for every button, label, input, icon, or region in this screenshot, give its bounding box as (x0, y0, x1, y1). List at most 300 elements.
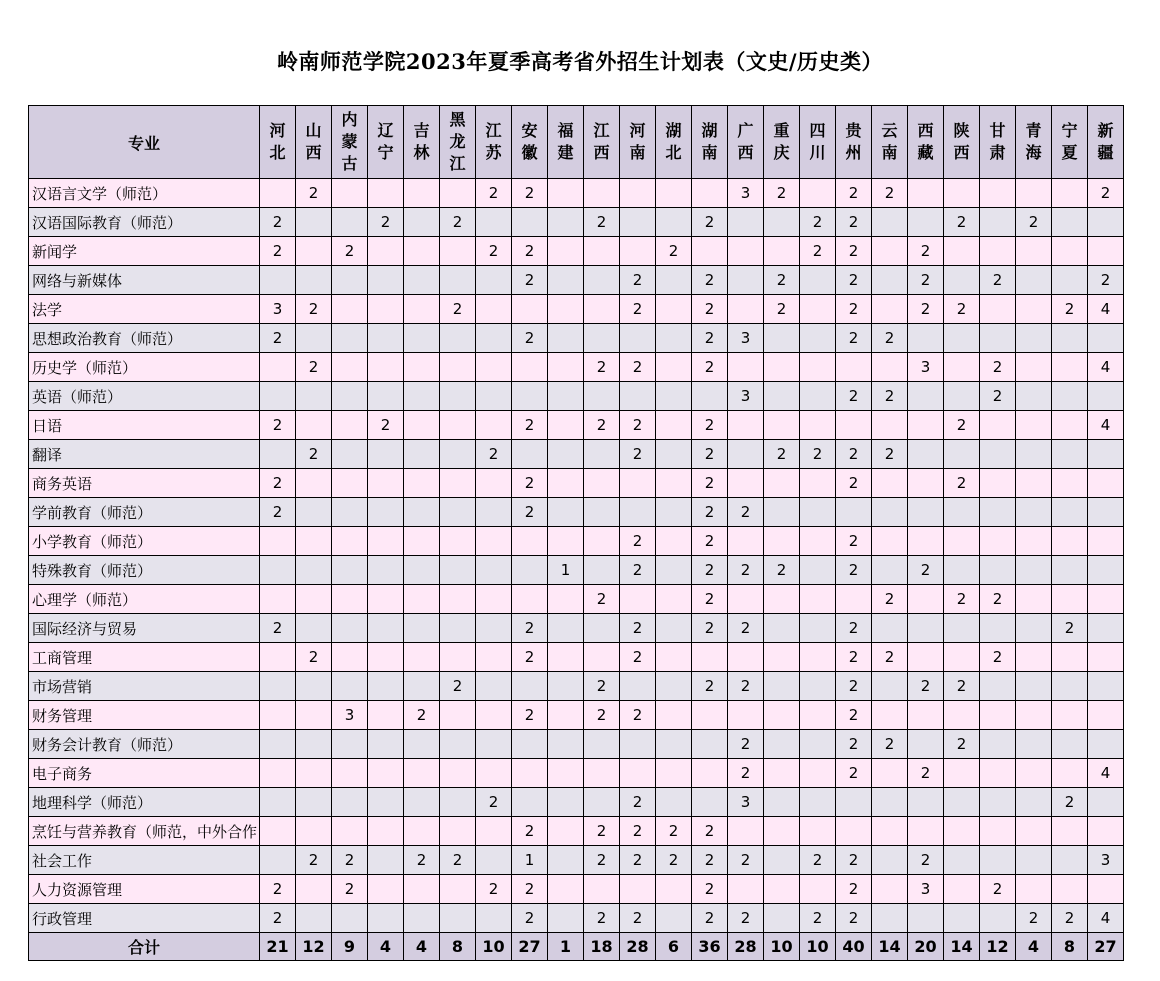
quota-cell (584, 875, 620, 904)
quota-cell (548, 266, 584, 295)
table-row (29, 875, 1124, 904)
quota-cell (548, 382, 584, 411)
quota-cell: 2 (296, 353, 332, 382)
table-row (29, 701, 1124, 730)
province-header: 湖 南 (692, 106, 728, 179)
quota-cell (404, 875, 440, 904)
major-name-cell: 历史学（师范） (29, 353, 260, 382)
quota-cell (872, 904, 908, 933)
quota-cell (692, 701, 728, 730)
quota-cell (872, 759, 908, 788)
quota-cell (1088, 237, 1124, 266)
quota-cell (368, 730, 404, 759)
quota-cell (584, 440, 620, 469)
quota-cell (440, 353, 476, 382)
quota-cell: 2 (800, 846, 836, 875)
quota-cell (620, 585, 656, 614)
quota-cell: 2 (764, 556, 800, 585)
quota-cell (296, 411, 332, 440)
quota-cell (440, 788, 476, 817)
quota-cell (1052, 527, 1088, 556)
quota-cell (872, 817, 908, 846)
quota-cell (332, 527, 368, 556)
quota-cell (296, 527, 332, 556)
quota-cell: 2 (584, 672, 620, 701)
quota-cell (368, 556, 404, 585)
quota-cell (296, 614, 332, 643)
quota-cell: 1 (512, 846, 548, 875)
quota-cell: 2 (692, 498, 728, 527)
major-name-cell: 汉语言文学（师范） (29, 179, 260, 208)
quota-cell (620, 179, 656, 208)
quota-cell: 2 (692, 469, 728, 498)
quota-cell (296, 817, 332, 846)
quota-cell (584, 730, 620, 759)
quota-cell (260, 846, 296, 875)
quota-cell (764, 498, 800, 527)
major-name-cell: 新闻学 (29, 237, 260, 266)
quota-cell (584, 324, 620, 353)
quota-cell: 2 (512, 614, 548, 643)
quota-cell: 2 (764, 295, 800, 324)
quota-cell (332, 266, 368, 295)
quota-cell (296, 875, 332, 904)
quota-cell (1016, 440, 1052, 469)
quota-cell (368, 295, 404, 324)
quota-cell: 2 (692, 585, 728, 614)
quota-cell: 2 (404, 701, 440, 730)
major-name-cell: 思想政治教育（师范） (29, 324, 260, 353)
quota-cell (476, 556, 512, 585)
quota-cell (584, 759, 620, 788)
quota-cell (332, 411, 368, 440)
table-row (29, 643, 1124, 672)
total-cell: 40 (836, 933, 872, 961)
quota-cell: 2 (800, 208, 836, 237)
quota-cell: 2 (692, 324, 728, 353)
quota-cell (404, 672, 440, 701)
quota-cell: 2 (692, 875, 728, 904)
quota-cell: 2 (872, 730, 908, 759)
quota-cell (944, 846, 980, 875)
table-row (29, 788, 1124, 817)
quota-cell (656, 527, 692, 556)
quota-cell: 2 (872, 179, 908, 208)
quota-cell: 2 (512, 179, 548, 208)
quota-cell (980, 440, 1016, 469)
quota-cell (512, 527, 548, 556)
quota-cell (656, 208, 692, 237)
province-header: 云 南 (872, 106, 908, 179)
quota-cell: 2 (836, 237, 872, 266)
quota-cell (980, 904, 1016, 933)
quota-cell (260, 266, 296, 295)
quota-cell: 2 (260, 614, 296, 643)
quota-cell (1088, 730, 1124, 759)
page-title: 岭南师范学院2023年夏季高考省外招生计划表（文史/历史类） (276, 49, 884, 74)
quota-cell (764, 817, 800, 846)
quota-cell: 2 (656, 817, 692, 846)
quota-cell (800, 759, 836, 788)
quota-cell (368, 817, 404, 846)
total-cell: 4 (1016, 933, 1052, 961)
quota-cell: 2 (512, 701, 548, 730)
quota-cell (836, 498, 872, 527)
enrollment-plan-table (28, 105, 1124, 961)
quota-cell: 2 (800, 237, 836, 266)
quota-cell: 2 (512, 817, 548, 846)
quota-cell: 2 (260, 324, 296, 353)
quota-cell (1088, 672, 1124, 701)
province-header: 江 西 (584, 106, 620, 179)
quota-cell (836, 788, 872, 817)
quota-cell: 4 (1088, 411, 1124, 440)
quota-cell (836, 585, 872, 614)
quota-cell (944, 179, 980, 208)
quota-cell (584, 295, 620, 324)
table-row (29, 295, 1124, 324)
quota-cell: 2 (1016, 208, 1052, 237)
table-row (29, 179, 1124, 208)
quota-cell (872, 295, 908, 324)
quota-cell (512, 759, 548, 788)
quota-cell: 2 (260, 904, 296, 933)
quota-cell (872, 846, 908, 875)
quota-cell: 2 (260, 411, 296, 440)
major-name-cell: 英语（师范） (29, 382, 260, 411)
table-row (29, 469, 1124, 498)
quota-cell: 2 (620, 266, 656, 295)
quota-cell (692, 643, 728, 672)
quota-cell: 1 (548, 556, 584, 585)
quota-cell (944, 498, 980, 527)
quota-cell (368, 498, 404, 527)
quota-cell (908, 208, 944, 237)
quota-cell (908, 904, 944, 933)
province-header: 新 疆 (1088, 106, 1124, 179)
quota-cell (764, 585, 800, 614)
quota-cell: 2 (836, 324, 872, 353)
quota-cell (620, 730, 656, 759)
major-name-cell: 翻译 (29, 440, 260, 469)
quota-cell (296, 556, 332, 585)
table-row (29, 498, 1124, 527)
quota-cell: 2 (584, 585, 620, 614)
quota-cell: 2 (332, 875, 368, 904)
quota-cell (980, 324, 1016, 353)
quota-cell: 2 (260, 875, 296, 904)
quota-cell: 2 (836, 556, 872, 585)
major-column-header: 专业 (29, 106, 260, 179)
quota-cell: 2 (800, 440, 836, 469)
quota-cell: 2 (944, 411, 980, 440)
quota-cell (872, 875, 908, 904)
quota-cell (944, 875, 980, 904)
major-name-cell: 财务会计教育（师范） (29, 730, 260, 759)
quota-cell (872, 411, 908, 440)
quota-cell (440, 469, 476, 498)
total-cell: 4 (368, 933, 404, 961)
quota-cell: 2 (440, 846, 476, 875)
quota-cell (944, 237, 980, 266)
quota-cell (1052, 556, 1088, 585)
major-name-cell: 财务管理 (29, 701, 260, 730)
quota-cell (620, 208, 656, 237)
quota-cell (656, 266, 692, 295)
quota-cell (368, 469, 404, 498)
quota-cell (512, 382, 548, 411)
major-name-cell: 特殊教育（师范） (29, 556, 260, 585)
quota-cell (476, 527, 512, 556)
major-name-cell: 日语 (29, 411, 260, 440)
quota-cell: 2 (584, 701, 620, 730)
quota-cell (296, 469, 332, 498)
total-cell: 28 (728, 933, 764, 961)
quota-cell: 2 (584, 353, 620, 382)
quota-cell (584, 469, 620, 498)
quota-cell (1016, 237, 1052, 266)
quota-cell: 3 (1088, 846, 1124, 875)
quota-cell (764, 643, 800, 672)
quota-cell (1088, 324, 1124, 353)
quota-cell (332, 585, 368, 614)
quota-cell (980, 411, 1016, 440)
quota-cell (476, 643, 512, 672)
quota-cell (1088, 498, 1124, 527)
quota-cell (440, 382, 476, 411)
quota-cell: 2 (1088, 266, 1124, 295)
quota-cell (1052, 382, 1088, 411)
quota-cell (548, 411, 584, 440)
quota-cell (260, 788, 296, 817)
major-name-cell: 地理科学（师范） (29, 788, 260, 817)
quota-cell (440, 614, 476, 643)
quota-cell: 4 (1088, 353, 1124, 382)
quota-cell (656, 585, 692, 614)
quota-cell: 2 (800, 904, 836, 933)
quota-cell (728, 701, 764, 730)
quota-cell (404, 382, 440, 411)
quota-cell (1016, 469, 1052, 498)
quota-cell (980, 527, 1016, 556)
quota-cell (440, 875, 476, 904)
quota-cell: 2 (908, 266, 944, 295)
quota-cell (260, 440, 296, 469)
quota-cell: 2 (836, 440, 872, 469)
quota-cell (404, 643, 440, 672)
quota-cell (728, 237, 764, 266)
quota-cell: 2 (656, 237, 692, 266)
quota-cell (764, 904, 800, 933)
quota-cell: 2 (1052, 904, 1088, 933)
quota-cell (548, 469, 584, 498)
quota-cell (440, 266, 476, 295)
table-row (29, 730, 1124, 759)
quota-cell (800, 672, 836, 701)
quota-cell: 2 (836, 469, 872, 498)
quota-cell (800, 353, 836, 382)
quota-cell: 2 (296, 295, 332, 324)
quota-cell (728, 440, 764, 469)
quota-cell (296, 498, 332, 527)
quota-cell: 3 (728, 788, 764, 817)
quota-cell (872, 353, 908, 382)
quota-cell (800, 585, 836, 614)
quota-cell (800, 614, 836, 643)
major-name-cell: 烹饪与营养教育（师范，中外合作 (29, 817, 260, 846)
quota-cell (1088, 556, 1124, 585)
quota-cell: 2 (620, 701, 656, 730)
quota-cell (944, 440, 980, 469)
quota-cell: 2 (620, 788, 656, 817)
province-header: 吉 林 (404, 106, 440, 179)
quota-cell (260, 759, 296, 788)
quota-cell (404, 295, 440, 324)
quota-cell (1052, 266, 1088, 295)
quota-cell (1016, 556, 1052, 585)
quota-cell: 2 (728, 759, 764, 788)
major-name-cell: 汉语国际教育（师范） (29, 208, 260, 237)
quota-cell (944, 353, 980, 382)
province-header: 甘 肃 (980, 106, 1016, 179)
quota-cell: 3 (908, 353, 944, 382)
quota-cell: 2 (692, 266, 728, 295)
total-cell: 27 (1088, 933, 1124, 961)
quota-cell (296, 788, 332, 817)
quota-cell: 2 (512, 643, 548, 672)
quota-cell (476, 411, 512, 440)
quota-cell (296, 730, 332, 759)
quota-cell (296, 759, 332, 788)
quota-cell: 2 (908, 672, 944, 701)
quota-cell (440, 643, 476, 672)
quota-cell (908, 440, 944, 469)
quota-cell: 2 (620, 527, 656, 556)
quota-cell (548, 585, 584, 614)
quota-cell (584, 527, 620, 556)
quota-cell (548, 527, 584, 556)
total-cell: 8 (1052, 933, 1088, 961)
quota-cell (584, 788, 620, 817)
quota-cell (476, 904, 512, 933)
quota-cell (620, 672, 656, 701)
quota-cell: 2 (296, 179, 332, 208)
province-header: 陕 西 (944, 106, 980, 179)
quota-cell (1016, 788, 1052, 817)
quota-cell: 2 (440, 672, 476, 701)
quota-cell (296, 701, 332, 730)
quota-cell (296, 585, 332, 614)
quota-cell: 2 (872, 324, 908, 353)
table-row (29, 237, 1124, 266)
quota-cell (980, 498, 1016, 527)
quota-cell (800, 324, 836, 353)
quota-cell: 2 (944, 730, 980, 759)
quota-cell (548, 295, 584, 324)
quota-cell: 4 (1088, 295, 1124, 324)
quota-cell (404, 179, 440, 208)
quota-cell (908, 411, 944, 440)
quota-cell (296, 382, 332, 411)
quota-cell (404, 440, 440, 469)
quota-cell (692, 179, 728, 208)
quota-cell (800, 266, 836, 295)
quota-cell (476, 672, 512, 701)
quota-cell (908, 527, 944, 556)
quota-cell (908, 817, 944, 846)
quota-cell (1016, 875, 1052, 904)
quota-cell (512, 208, 548, 237)
province-header: 山 西 (296, 106, 332, 179)
major-name-cell: 小学教育（师范） (29, 527, 260, 556)
major-name-cell: 电子商务 (29, 759, 260, 788)
quota-cell (584, 556, 620, 585)
quota-cell (944, 788, 980, 817)
table-row (29, 585, 1124, 614)
quota-cell (656, 672, 692, 701)
quota-cell: 2 (944, 208, 980, 237)
quota-cell (512, 295, 548, 324)
quota-cell: 3 (908, 875, 944, 904)
quota-cell (728, 411, 764, 440)
quota-cell (512, 556, 548, 585)
quota-cell (584, 614, 620, 643)
major-name-cell: 社会工作 (29, 846, 260, 875)
quota-cell (656, 382, 692, 411)
quota-cell (980, 788, 1016, 817)
quota-cell: 2 (584, 846, 620, 875)
quota-cell (476, 585, 512, 614)
quota-cell (1016, 411, 1052, 440)
quota-cell (656, 179, 692, 208)
quota-cell (656, 730, 692, 759)
quota-cell (332, 817, 368, 846)
quota-cell (1016, 701, 1052, 730)
quota-cell (332, 730, 368, 759)
major-name-cell: 学前教育（师范） (29, 498, 260, 527)
quota-cell (548, 701, 584, 730)
quota-cell (296, 266, 332, 295)
quota-cell (332, 353, 368, 382)
quota-cell (1088, 440, 1124, 469)
total-cell: 28 (620, 933, 656, 961)
quota-cell (728, 469, 764, 498)
quota-cell: 2 (476, 237, 512, 266)
quota-cell (1052, 469, 1088, 498)
quota-cell (908, 585, 944, 614)
quota-cell: 2 (692, 556, 728, 585)
quota-cell (1088, 701, 1124, 730)
quota-cell: 2 (728, 672, 764, 701)
table-row (29, 440, 1124, 469)
quota-cell: 4 (1088, 759, 1124, 788)
quota-cell (1052, 208, 1088, 237)
quota-cell (800, 411, 836, 440)
quota-cell: 2 (620, 556, 656, 585)
quota-cell (1016, 295, 1052, 324)
quota-cell (1088, 585, 1124, 614)
quota-cell: 3 (260, 295, 296, 324)
quota-cell (872, 614, 908, 643)
quota-cell: 2 (620, 295, 656, 324)
quota-cell (944, 556, 980, 585)
quota-cell (368, 701, 404, 730)
quota-cell: 2 (836, 527, 872, 556)
quota-cell (368, 904, 404, 933)
quota-cell (764, 701, 800, 730)
quota-cell (512, 440, 548, 469)
province-header: 安 徽 (512, 106, 548, 179)
